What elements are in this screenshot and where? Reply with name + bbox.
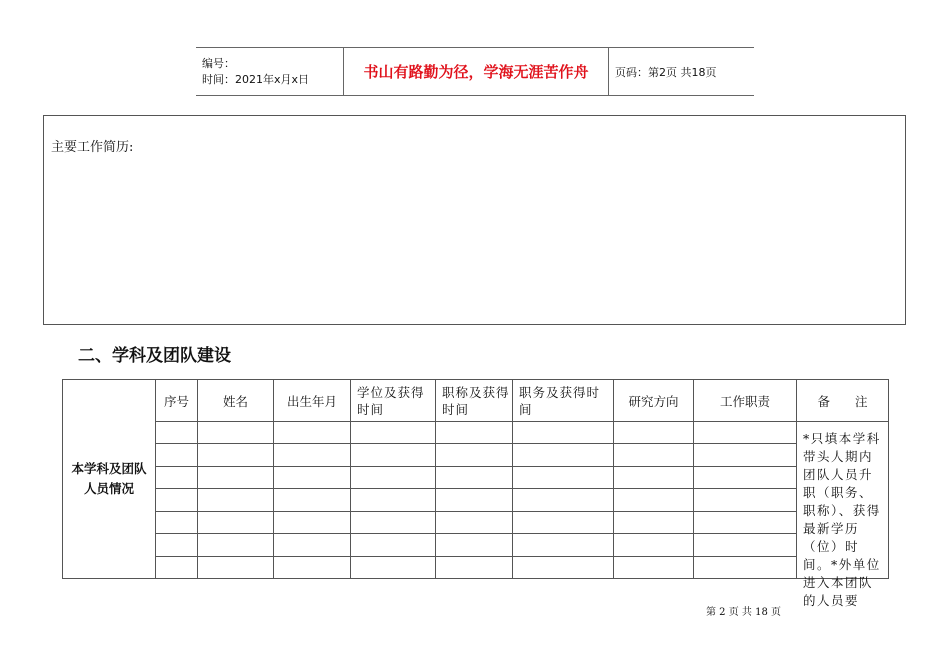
cell[interactable] [274, 466, 351, 488]
cell[interactable] [198, 466, 274, 488]
cell[interactable] [694, 534, 797, 556]
cell[interactable] [198, 489, 274, 511]
cell[interactable] [614, 422, 694, 444]
cell[interactable] [274, 534, 351, 556]
remark-note [797, 422, 889, 608]
cell[interactable] [513, 489, 614, 511]
page-header [196, 47, 754, 96]
cell[interactable] [614, 534, 694, 556]
table-row [63, 444, 889, 466]
cell[interactable] [694, 422, 797, 444]
cell[interactable] [198, 444, 274, 466]
cell[interactable] [614, 466, 694, 488]
table-row [63, 466, 889, 488]
cell[interactable] [156, 466, 198, 488]
col-header-title: 职称及获得时间 [436, 380, 513, 422]
cell[interactable] [156, 534, 198, 556]
table-row [63, 534, 889, 556]
work-history-label: 主要工作简历: [51, 140, 134, 155]
cell[interactable] [156, 444, 198, 466]
cell[interactable] [351, 489, 436, 511]
cell[interactable] [513, 556, 614, 578]
cell[interactable] [694, 489, 797, 511]
col-header-name: 姓名 [198, 380, 274, 422]
table-row [63, 422, 889, 444]
cell[interactable] [156, 422, 198, 444]
col-header-remark: 备 注 [797, 380, 889, 422]
cell[interactable] [274, 511, 351, 533]
cell[interactable] [274, 444, 351, 466]
cell[interactable] [614, 489, 694, 511]
col-header-research: 研究方向 [614, 380, 694, 422]
cell[interactable] [436, 489, 513, 511]
table-row [63, 511, 889, 533]
cell[interactable] [436, 556, 513, 578]
team-side-label [63, 380, 156, 579]
cell[interactable] [436, 534, 513, 556]
cell[interactable] [351, 444, 436, 466]
cell[interactable] [694, 511, 797, 533]
cell[interactable] [436, 466, 513, 488]
section-title: 二、学科及团队建设 [78, 346, 231, 366]
work-history-box[interactable] [43, 115, 906, 325]
page-footer: 第 2 页 共 18 页 [706, 607, 781, 618]
cell[interactable] [198, 556, 274, 578]
side-label-line1: 本学科及团队 [71, 461, 147, 476]
cell[interactable] [198, 534, 274, 556]
col-header-position: 职务及获得时间 [513, 380, 614, 422]
cell[interactable] [513, 534, 614, 556]
col-header-birth: 出生年月 [274, 380, 351, 422]
col-header-degree: 学位及获得时间 [351, 380, 436, 422]
cell[interactable] [513, 466, 614, 488]
number-label: 编号： [202, 56, 235, 70]
side-label-line2: 人员情况 [83, 481, 134, 496]
col-header-duty: 工作职责 [694, 380, 797, 422]
remark-note-text: *只填本学科带头人期内团队人员升职（职务、职称）、获得最新学历（位）时间。*外单位进入本团队的人员要 [803, 431, 881, 608]
cell[interactable] [351, 466, 436, 488]
cell[interactable] [614, 511, 694, 533]
cell[interactable] [198, 422, 274, 444]
cell[interactable] [436, 511, 513, 533]
cell[interactable] [694, 466, 797, 488]
cell[interactable] [351, 422, 436, 444]
cell[interactable] [513, 422, 614, 444]
cell[interactable] [156, 511, 198, 533]
cell[interactable] [274, 489, 351, 511]
cell[interactable] [436, 422, 513, 444]
cell[interactable] [156, 489, 198, 511]
cell[interactable] [614, 556, 694, 578]
cell[interactable] [436, 444, 513, 466]
cell[interactable] [274, 556, 351, 578]
cell[interactable] [274, 422, 351, 444]
header-motto: 书山有路勤为径，学海无涯苦作舟 [344, 48, 609, 96]
cell[interactable] [351, 511, 436, 533]
cell[interactable] [694, 556, 797, 578]
cell[interactable] [694, 444, 797, 466]
table-row [63, 489, 889, 511]
header-meta [196, 48, 344, 96]
cell[interactable] [351, 556, 436, 578]
cell[interactable] [351, 534, 436, 556]
table-row [63, 556, 889, 578]
cell[interactable] [156, 556, 198, 578]
team-table [62, 379, 889, 608]
cell[interactable] [198, 511, 274, 533]
cell[interactable] [513, 511, 614, 533]
cell[interactable] [614, 444, 694, 466]
header-page-code: 页码：第2页 共18页 [609, 48, 755, 96]
time-label: 时间：2021年x月x日 [202, 72, 310, 86]
col-header-index: 序号 [156, 380, 198, 422]
cell[interactable] [513, 444, 614, 466]
